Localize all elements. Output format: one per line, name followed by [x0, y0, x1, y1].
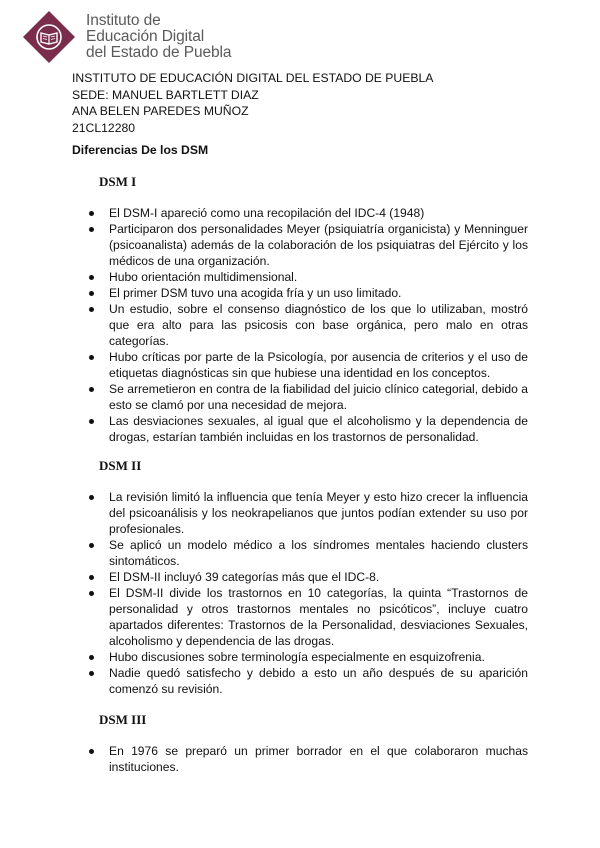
bullet-icon [89, 419, 94, 424]
list-item: La revisión limitó la influencia que tenía Meyer y esto hizo crecer la influencia del psicoanálisis y los neokrapelianos que juntos podían extender su uso por profesionales. [72, 489, 528, 537]
logo-line-2: Educación Digital [86, 28, 205, 45]
section-heading-dsm-i: DSM I [99, 174, 137, 189]
bullet-icon [89, 291, 94, 296]
bullet-list-dsm-i [72, 205, 528, 445]
bullet-icon [89, 275, 94, 280]
document-title: Diferencias De los DSM [72, 143, 209, 157]
logo-line-3: del Estado de Puebla [86, 44, 232, 61]
bullet-list-dsm-iii [72, 743, 528, 775]
book-emblem-icon [22, 10, 76, 64]
student-name: ANA BELEN PAREDES MUÑOZ [72, 104, 249, 118]
institution-logo [22, 10, 231, 64]
institution-name: INSTITUTO DE EDUCACIÓN DIGITAL DEL ESTADO DE PUEBLA [72, 71, 434, 85]
list-item: El DSM-I apareció como una recopilación del IDC-4 (1948) [72, 205, 528, 221]
list-item: Hubo discusiones sobre terminología especialmente en esquizofrenia. [72, 649, 528, 665]
list-item: Nadie quedó satisfecho y debido a esto un año después de su aparición comenzó su revisión. [72, 665, 528, 697]
sede-line: SEDE: MANUEL BARTLETT DIAZ [72, 87, 259, 102]
student-id: 21CL12280 [72, 120, 136, 135]
section-heading-dsm-iii: DSM III [99, 712, 147, 727]
logo-line-1: Instituto de [86, 12, 161, 29]
list-item: En 1976 se preparó un primer borrador en el que colaboraron muchas instituciones. [72, 743, 528, 775]
list-item: Hubo críticas por parte de la Psicología, por ausencia de criterios y el uso de etiquetas diagnósticas sin que hubiese una identidad en los conceptos. [72, 349, 528, 381]
logo-wordmark [86, 13, 231, 61]
list-item: Las desviaciones sexuales, al igual que el alcoholismo y la dependencia de drogas, estarían también incluidas en los trastornos de personalidad. [72, 413, 528, 445]
bullet-icon [89, 749, 94, 754]
bullet-icon [89, 543, 94, 548]
list-item: El DSM-II divide los trastornos en 10 categorías, la quinta “Trastornos de personalidad y otros trastornos mentales no psicóticos”, incluye cuatro apartados diferentes: Trastornos de la Personalidad, desviaciones Sexuales, alcoholismo y dependencia de las drogas. [72, 585, 528, 649]
bullet-icon [89, 227, 94, 232]
bullet-icon [89, 575, 94, 580]
list-item: El DSM-II incluyó 39 categorías más que el IDC-8. [72, 569, 528, 585]
list-item: Un estudio, sobre el consenso diagnóstico de los que lo utilizaban, mostró que era alto para las psicosis con base orgánica, pero malo en otras categorías. [72, 301, 528, 349]
list-item: Participaron dos personalidades Meyer (psiquiatría organicista) y Menninguer (psicoanalista) además de la colaboración de los psiquiatras del Ejército y los médicos de una organización. [72, 221, 528, 269]
bullet-list-dsm-ii [72, 489, 528, 697]
bullet-icon [89, 355, 94, 360]
bullet-icon [89, 591, 94, 596]
list-item: Se aplicó un modelo médico a los síndromes mentales haciendo clusters sintomáticos. [72, 537, 528, 569]
bullet-icon [89, 495, 94, 500]
list-item: Se arremetieron en contra de la fiabilidad del juicio clínico categorial, debido a esto se clamó por una necesidad de mejora. [72, 381, 528, 413]
list-item: El primer DSM tuvo una acogida fría y un uso limitado. [72, 285, 528, 301]
bullet-icon [89, 655, 94, 660]
bullet-icon [89, 211, 94, 216]
document-header [72, 70, 433, 136]
section-heading-dsm-ii: DSM II [99, 458, 142, 473]
bullet-icon [89, 387, 94, 392]
list-item: Hubo orientación multidimensional. [72, 269, 528, 285]
bullet-icon [89, 671, 94, 676]
bullet-icon [89, 307, 94, 312]
